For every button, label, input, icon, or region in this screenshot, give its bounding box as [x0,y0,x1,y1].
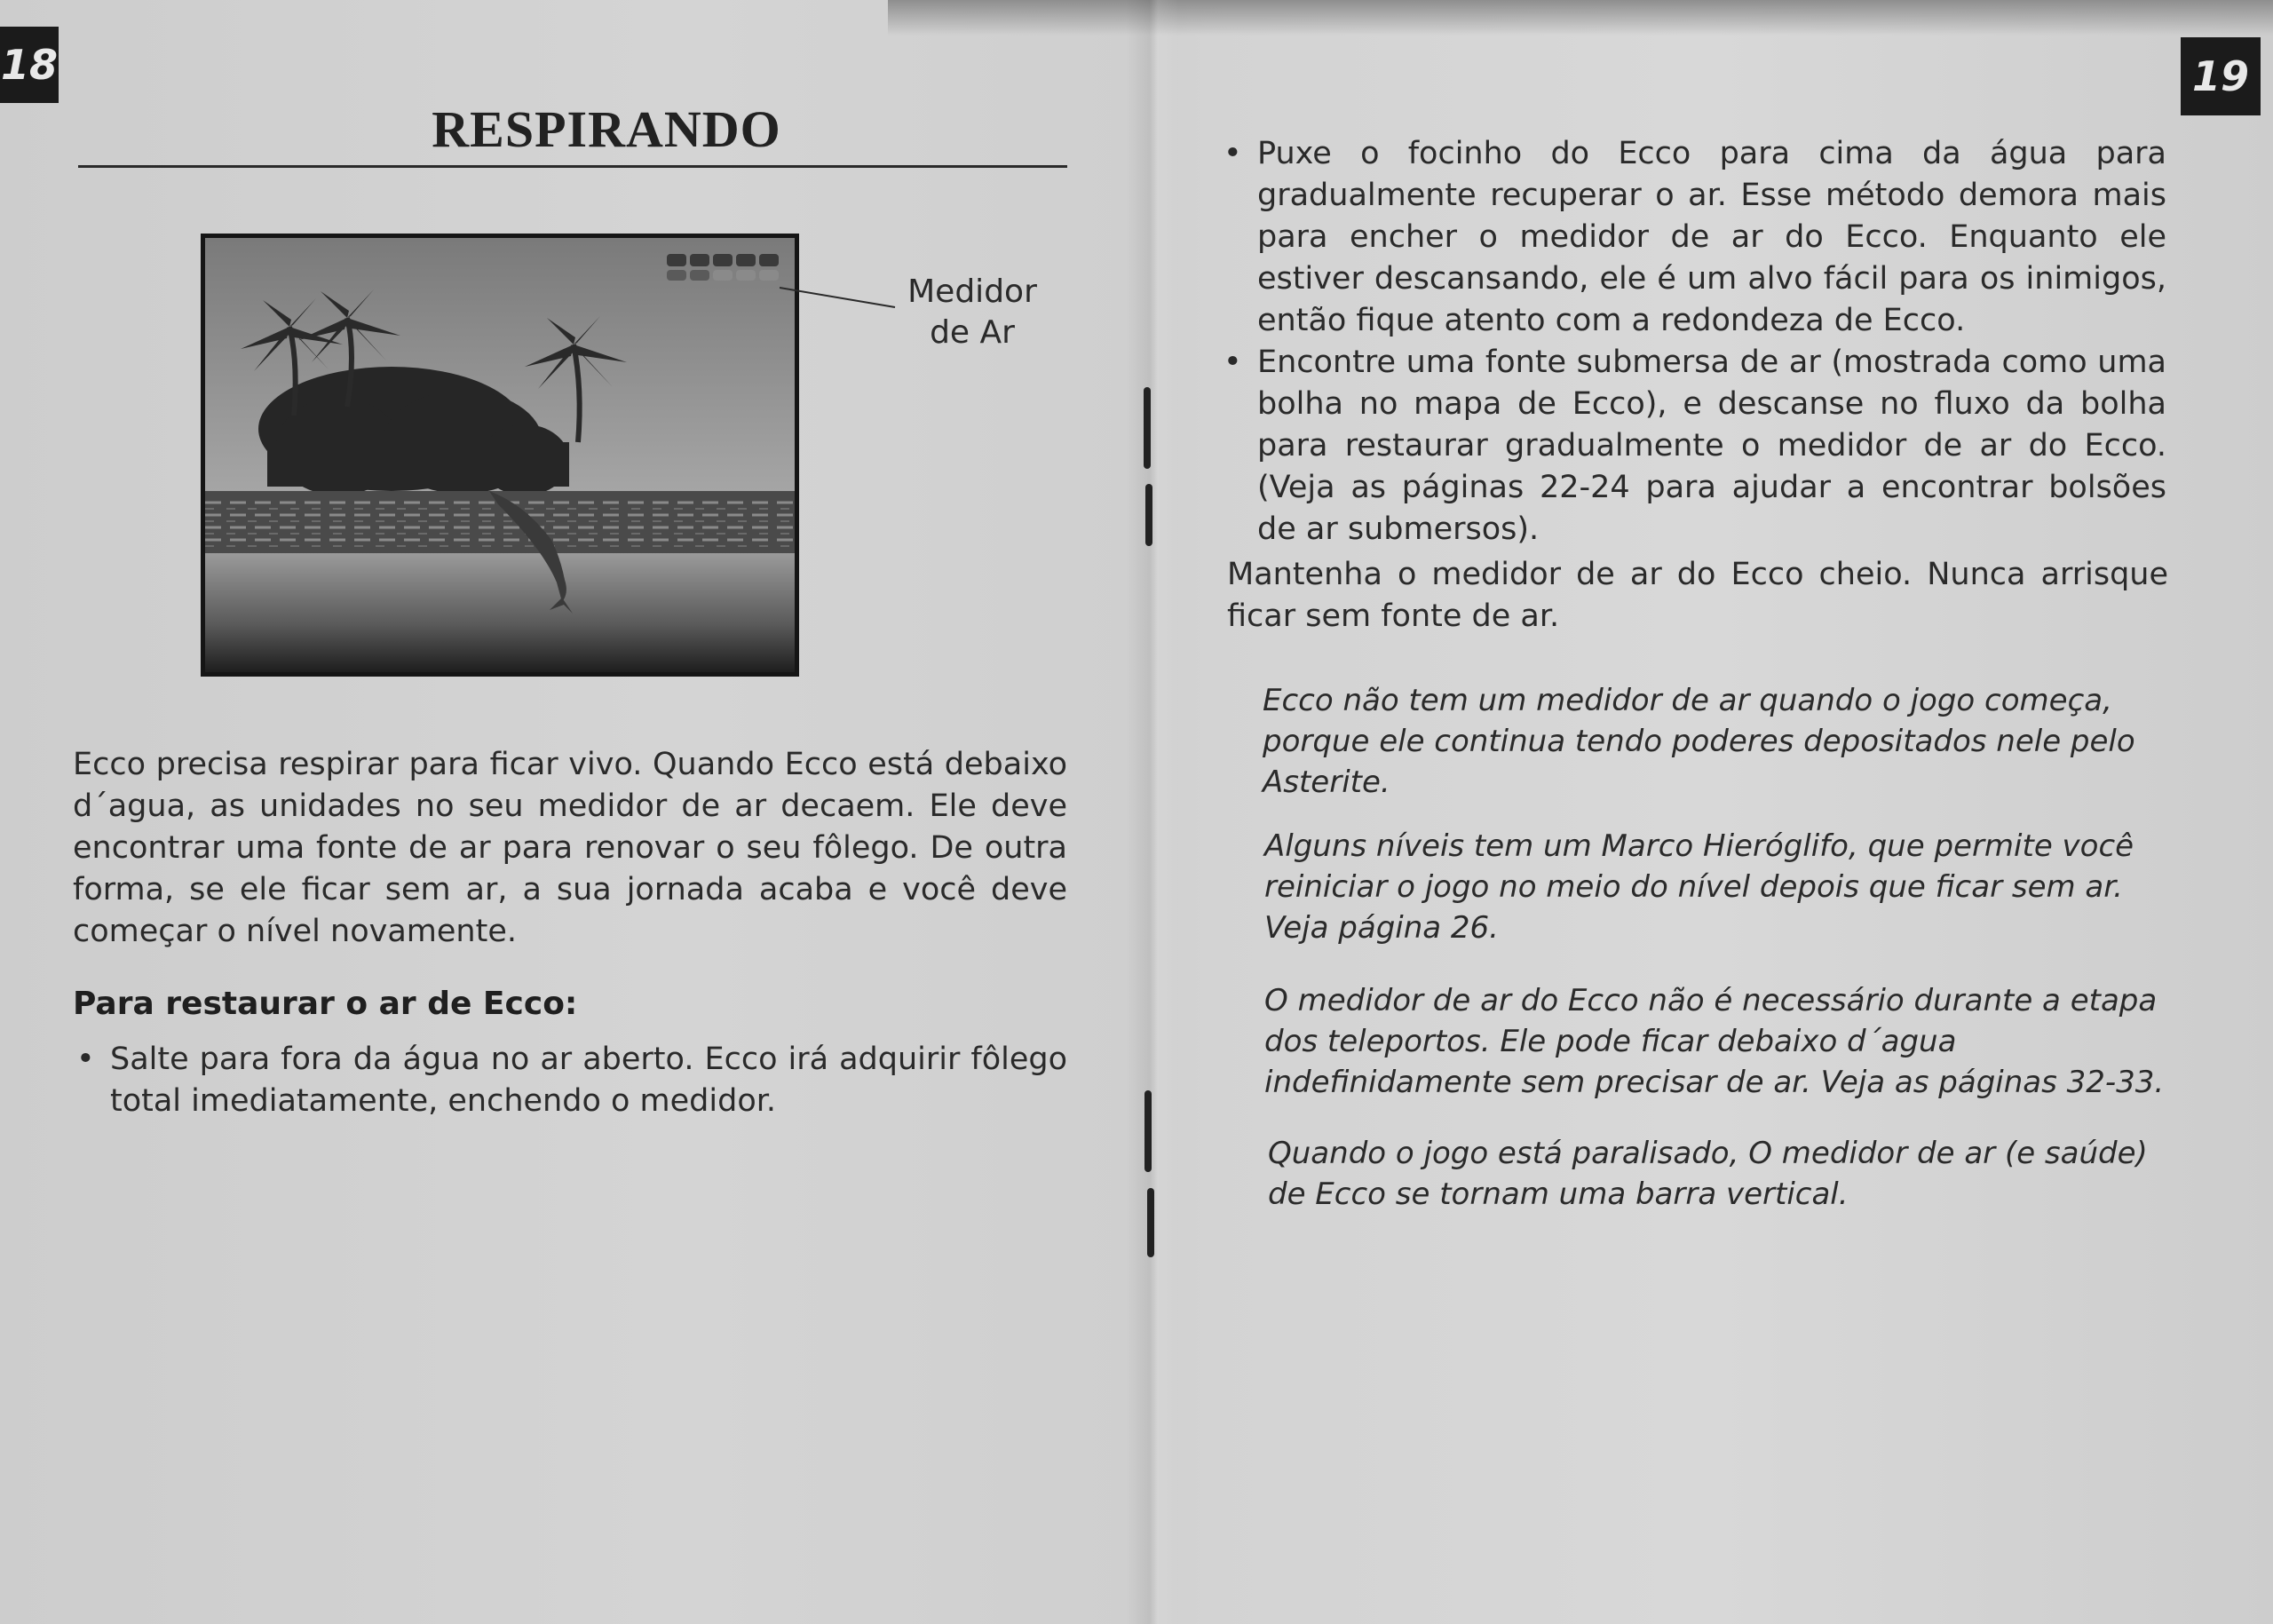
page-number-left: 18 [0,27,59,103]
note-paused: Quando o jogo está paralisado, O medidor de ar (e saúde) de Ecco se tornam uma barra vertical. [1268,1136,2148,1212]
book-gutter [1126,0,1179,1624]
note-hieroglyph: Alguns níveis tem um Marco Hieróglifo, que permite você reiniciar o jogo no meio do nível depois que ficar sem ar. Veja página 26. [1264,828,2134,946]
game-scene [205,238,795,672]
title-rule [78,165,1067,168]
list-item: • Salte para fora da água no ar aberto. Ecco irá adquirir fôlego total imediatamente, enchendo o medidor. [73,1039,1067,1122]
binding-stitch [1147,1188,1154,1257]
game-screenshot [201,234,799,677]
restore-air-heading: Para restaurar o ar de Ecco: [73,986,578,1022]
binding-stitch [1145,484,1152,546]
callout-leader-line [780,286,900,311]
restore-air-list-left [73,1039,1067,1122]
page-number-right: 19 [2181,37,2261,115]
note-asterite: Ecco não tem um medidor de ar quando o jogo começa, porque ele continua tendo poderes depositados nele pelo Asterite. [1263,683,2135,800]
page-title: RESPIRANDO [432,100,781,158]
binding-stitch [1144,387,1151,469]
intro-paragraph: Ecco precisa respirar para ficar vivo. Quando Ecco está debaixo d´agua, as unidades no seu medidor de ar decaem. Ele deve encontrar uma fonte de ar para renovar o seu fôlego. De outra forma, se ele ficar sem ar, a sua jornada acaba e você deve começar o nível novamente. [73,747,1067,949]
list-item: • Puxe o focinho do Ecco para cima da água para gradualmente recuperar o ar. Esse método demora mais para encher o medidor de ar do Ecco. Enquanto ele estiver descansando, ele é um alvo fácil para os inimigos, então fique atento com a redondeza de Ecco. [1220,133,2166,342]
page-edge-shadow [888,0,2273,36]
air-meter-callout: Medidor de Ar [907,273,1037,351]
note-teleport: O medidor de ar do Ecco não é necessário durante a etapa dos teleportos. Ele pode ficar debaixo d´agua indefinidamente sem precisar de ar. Veja as páginas 32-33. [1264,983,2165,1100]
list-item: • Encontre uma fonte submersa de ar (mostrada como uma bolha no mapa de Ecco), e descanse no fluxo da bolha para restaurar gradualmente o medidor de ar do Ecco. (Veja as páginas 22-24 para ajudar a encontrar bolsões de ar submersos). [1220,342,2166,551]
keep-meter-paragraph: Mantenha o medidor de ar do Ecco cheio. Nunca arrisque ficar sem fonte de ar. [1227,557,2168,634]
restore-air-list-right [1220,133,2166,551]
binding-stitch [1144,1090,1152,1172]
